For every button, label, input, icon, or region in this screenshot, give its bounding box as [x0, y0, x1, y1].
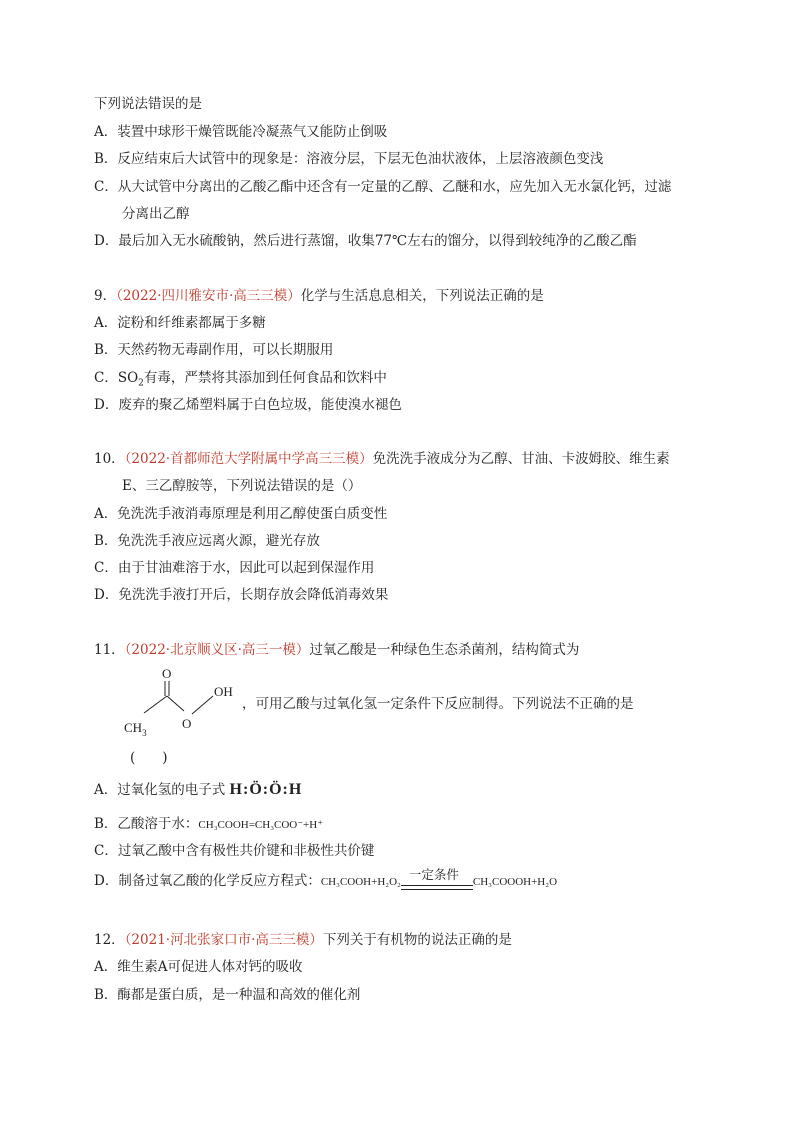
q12-header	[94, 931, 512, 949]
structure-carbonyl-oxygen: O	[162, 666, 172, 681]
structure-hydroxyl: OH	[214, 684, 233, 699]
reaction-condition-label: 一定条件	[408, 867, 459, 882]
q9-stem: 化学与生活息息相关，下列说法正确的是	[300, 288, 544, 304]
q9-option-b: B．天然药物无毒副作用，可以长期服用	[94, 342, 334, 358]
q11-answer-blank: ( )	[130, 750, 168, 766]
structure-methyl	[124, 720, 147, 738]
structure-bond-ch3	[144, 696, 167, 713]
q8-option-c-line2: 分离出乙醇	[122, 206, 190, 222]
q11-option-a-text: A．过氧化氢的电子式	[94, 782, 226, 798]
q9-option-c-suffix: 有毒，严禁将其添加到任何食品和饮料中	[143, 370, 387, 386]
q11-source: （2022·北京顺义区·高三一模）	[124, 642, 310, 658]
q11-stem: 过氧乙酸是一种绿色生态杀菌剂，结构简式为	[309, 642, 580, 658]
q12-source: （2021·河北张家口市·高三三模）	[124, 932, 323, 948]
structure-methyl-subscript: 3	[142, 728, 147, 738]
q9-number: 9．	[94, 288, 117, 304]
q9-option-c	[94, 369, 387, 387]
structure-bond-o	[167, 696, 184, 711]
q9-option-c-prefix: C．SO	[94, 370, 139, 386]
q12-option-a: A．维生素A可促进人体对钙的吸收	[94, 959, 303, 975]
q8-option-a: A．装置中球形干燥管既能冷凝蒸气又能防止倒吸	[94, 124, 388, 140]
q9-option-d: D．废弃的聚乙烯塑料属于白色垃圾，能使溴水褪色	[94, 397, 402, 413]
q10-number: 10．	[94, 451, 125, 467]
q10-header	[94, 450, 670, 468]
q9-header	[94, 287, 544, 305]
reaction-condition-arrow	[401, 867, 473, 890]
q10-stem-line1: 免洗洗手液成分为乙醇、甘油、卡波姆胶、维生素	[372, 451, 670, 467]
q9-option-c-subscript: 2	[138, 378, 144, 389]
peracetic-acid-structure	[118, 666, 242, 738]
structure-ester-oxygen: O	[182, 716, 192, 731]
q11-option-c: C．过氧乙酸中含有极性共价键和非极性共价键	[94, 843, 375, 859]
q9-option-a: A．淀粉和纤维素都属于多糖	[94, 315, 266, 331]
q11-option-b	[94, 815, 323, 834]
q12-stem: 下列关于有机物的说法正确的是	[322, 932, 512, 948]
q10-source: （2022·首都师范大学附属中学高三三模）	[124, 451, 373, 467]
q12-option-b: B．酶都是蛋白质，是一种温和高效的催化剂	[94, 987, 361, 1003]
hydrogen-peroxide-electron-formula: H:Ö:Ö:H	[229, 781, 303, 798]
q8-option-c-line1: C．从大试管中分离出的乙酸乙酯中还含有一定量的乙醇、乙醚和水，应先加入无水氯化钙，过滤	[94, 179, 672, 195]
q10-option-d: D．免洗洗手液打开后，长期存放会降低消毒效果	[94, 587, 389, 603]
q11-option-b-equation: CH₃COOH=CH₃COO⁻+H⁺	[198, 819, 324, 831]
structure-methyl-ch: CH	[124, 720, 143, 735]
q11-option-b-text: B．乙酸溶于水：	[94, 816, 199, 832]
q11-option-d-reactants: CH₃COOH+H₂O₂	[320, 876, 401, 888]
q11-header	[94, 641, 579, 659]
q11-option-d-text: D．制备过氧乙酸的化学反应方程式：	[94, 873, 321, 889]
q10-stem-line2: E、三乙醇胺等，下列说法错误的是（）	[122, 478, 362, 494]
reaction-equal-sign	[401, 885, 473, 890]
q8-option-d: D．最后加入无水硫酸钠，然后进行蒸馏，收集77℃左右的馏分，以得到较纯净的乙酸乙酯	[94, 233, 637, 249]
q9-source: （2022·四川雅安市·高三三模）	[116, 288, 301, 304]
q11-option-d-products: CH₃COOOH+H₂O	[472, 876, 558, 888]
structure-bond-oo	[192, 696, 213, 714]
q8-option-b: B．反应结束后大试管中的现象是：溶液分层，下层无色油状液体，上层溶液颜色变浅	[94, 151, 604, 167]
q11-option-d	[94, 867, 558, 891]
q10-option-a: A．免洗洗手液消毒原理是利用乙醇使蛋白质变性	[94, 506, 388, 522]
q12-number: 12．	[94, 932, 125, 948]
q10-option-b: B．免洗洗手液应远离火源，避光存放	[94, 533, 320, 549]
q11-number: 11．	[94, 642, 125, 658]
q11-option-a	[94, 781, 302, 799]
q8-stem: 下列说法错误的是	[94, 96, 202, 112]
q10-option-c: C．由于甘油难溶于水，因此可以起到保湿作用	[94, 560, 375, 576]
q11-stem-continued: ，可用乙酸与过氧化氢一定条件下反应制得。下列说法不正确的是	[242, 696, 634, 712]
